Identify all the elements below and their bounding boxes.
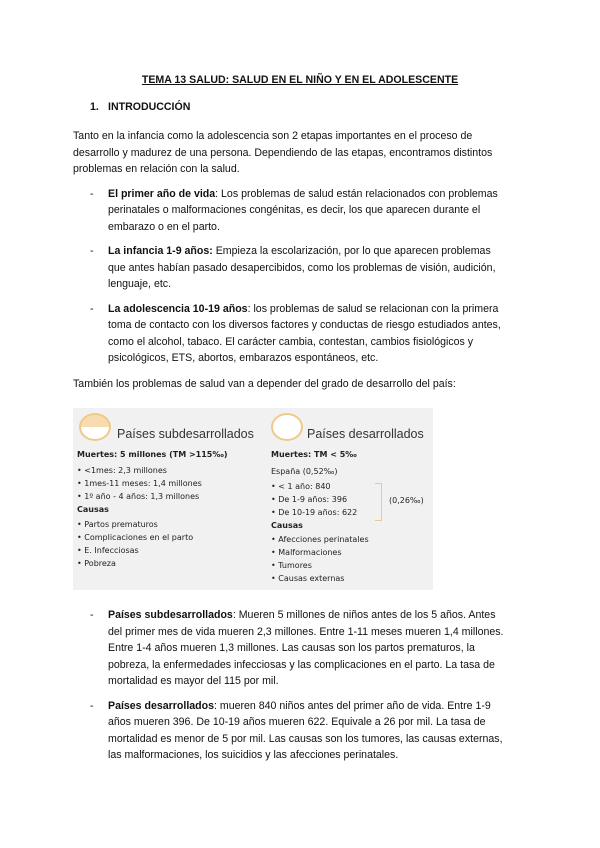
intro-paragraph [73,128,593,178]
text: : mueren 840 niños antes del primer año de vida. Entre 1-9 [214,699,491,712]
text-line: lenguaje, etc. [108,278,172,290]
cause: • Malformaciones [271,548,342,557]
text-line: que antes habían pasado desapercibidos, como los problemas de visión, audición, [108,261,496,274]
cause: • E. Infecciosas [77,546,139,555]
causes-label: Causas [77,505,109,514]
term: Países desarrollados [108,699,214,712]
item: • 1mes-11 meses: 1,4 millones [77,479,202,488]
text-line: toma de contacto con los diversos factores y conductas de riesgo estudiados antes, [108,319,501,331]
item: • < 1 año: 840 [271,482,331,491]
comparison-figure [73,408,433,590]
text-line: desarrollo y madurez de una persona. Dependiendo de las etapas, encontramos distintos [73,146,493,159]
cause: • Tumores [271,561,312,570]
underdeveloped-column [73,408,263,590]
column-title: Países subdesarrollados [117,427,254,441]
text: Empieza la escolarización, por lo que aparecen problemas [212,245,491,257]
text-line: Tanto en la infancia como la adolescencia son 2 etapas importantes en el proceso de [73,130,473,142]
text-line: las malformaciones, los suicidios y las afecciones perinatales. [108,749,399,761]
text-line: mortalidad es menor de 5 por mil. Las causas son los tumores, las causas externas, [108,732,503,745]
list-item-underdeveloped [90,607,590,690]
bracket-label: (0,26‰) [389,496,424,505]
document-title: TEMA 13 SALUD: SALUD EN EL NIÑO Y EN EL ADOLESCENTE [141,74,459,86]
dash: - [90,699,94,712]
list-item-first-year [90,186,590,236]
cause: • Pobreza [77,559,116,568]
text-line: del primer mes de vida mueren 2,3 millones. Entre 1-11 meses mueren 1,4 millones. [108,625,504,638]
causes-label: Causas [271,521,303,530]
term: El primer año de vida [108,187,216,200]
text-line: años mueren 396. De 10-19 años mueren 622. Equivale a 26 por mil. La tasa de [108,716,486,728]
deaths-line: Muertes: TM < 5‰ [271,450,357,459]
cause: • Afecciones perinatales [271,535,369,544]
term: Países subdesarrollados [108,609,233,621]
section-heading [90,100,600,114]
item: • <1mes: 2,3 millones [77,466,167,475]
dash: - [90,609,94,621]
developed-column [267,408,433,590]
item: • De 1-9 años: 396 [271,495,348,504]
spain-line: España (0,52‰) [271,467,338,476]
text-line: problemas en relación con la salud. [73,163,240,175]
half-circle-icon [79,413,111,441]
text-line: psicológicos, ETS, abortos, embarazos espontáneos, etc. [108,352,379,364]
list-item-childhood [90,243,590,293]
bracket [375,483,382,521]
text-line: pobreza, la enfermedades infecciosas y las complicaciones en el parto. La tasa de [108,658,495,671]
list-item-adolescence [90,301,590,367]
text-line: También los problemas de salud van a depender del grado de desarrollo del país: [73,377,456,390]
text: : Los problemas de salud están relacionados con problemas [215,187,498,200]
dash: - [90,245,94,257]
text: : los problemas de salud se relacionan con la primera [247,302,499,315]
term: La adolescencia 10-19 años [108,302,248,315]
cause: • Complicaciones en el parto [77,533,194,542]
text-line: embarazo o en el parto. [108,220,220,233]
section-number: 1. [90,101,99,113]
text: : Mueren 5 millones de niños antes de los 5 años. Antes [232,609,496,621]
list-item-developed [90,698,590,764]
term: La infancia 1-9 años: [108,245,213,257]
column-title: Países desarrollados [307,427,424,441]
cause: • Partos prematuros [77,520,158,529]
cause: • Causas externas [271,574,345,583]
circle-icon [271,413,303,441]
text-line: perinatales o malformaciones congénitas, es decir, los que aparecen durante el [108,204,481,216]
section-title: INTRODUCCIÓN [108,101,191,113]
item: • De 10-19 años: 622 [271,508,358,517]
deaths-line: Muertes: 5 millones (TM >115‰) [77,450,228,459]
text-line: Entre 1-4 años mueren 1,3 millones. Las causas son los partos prematuros, la [108,642,475,654]
dash: - [90,187,94,200]
text-line: como el alcohol, tabaco. El carácter cambia, contestan, cambios fisiológicos y [108,335,474,348]
item: • 1º año - 4 años: 1,3 millones [77,492,200,501]
dash: - [90,302,94,315]
also-paragraph [73,376,593,393]
text-line: mortalidad es mayor del 115 por mil. [108,675,279,687]
